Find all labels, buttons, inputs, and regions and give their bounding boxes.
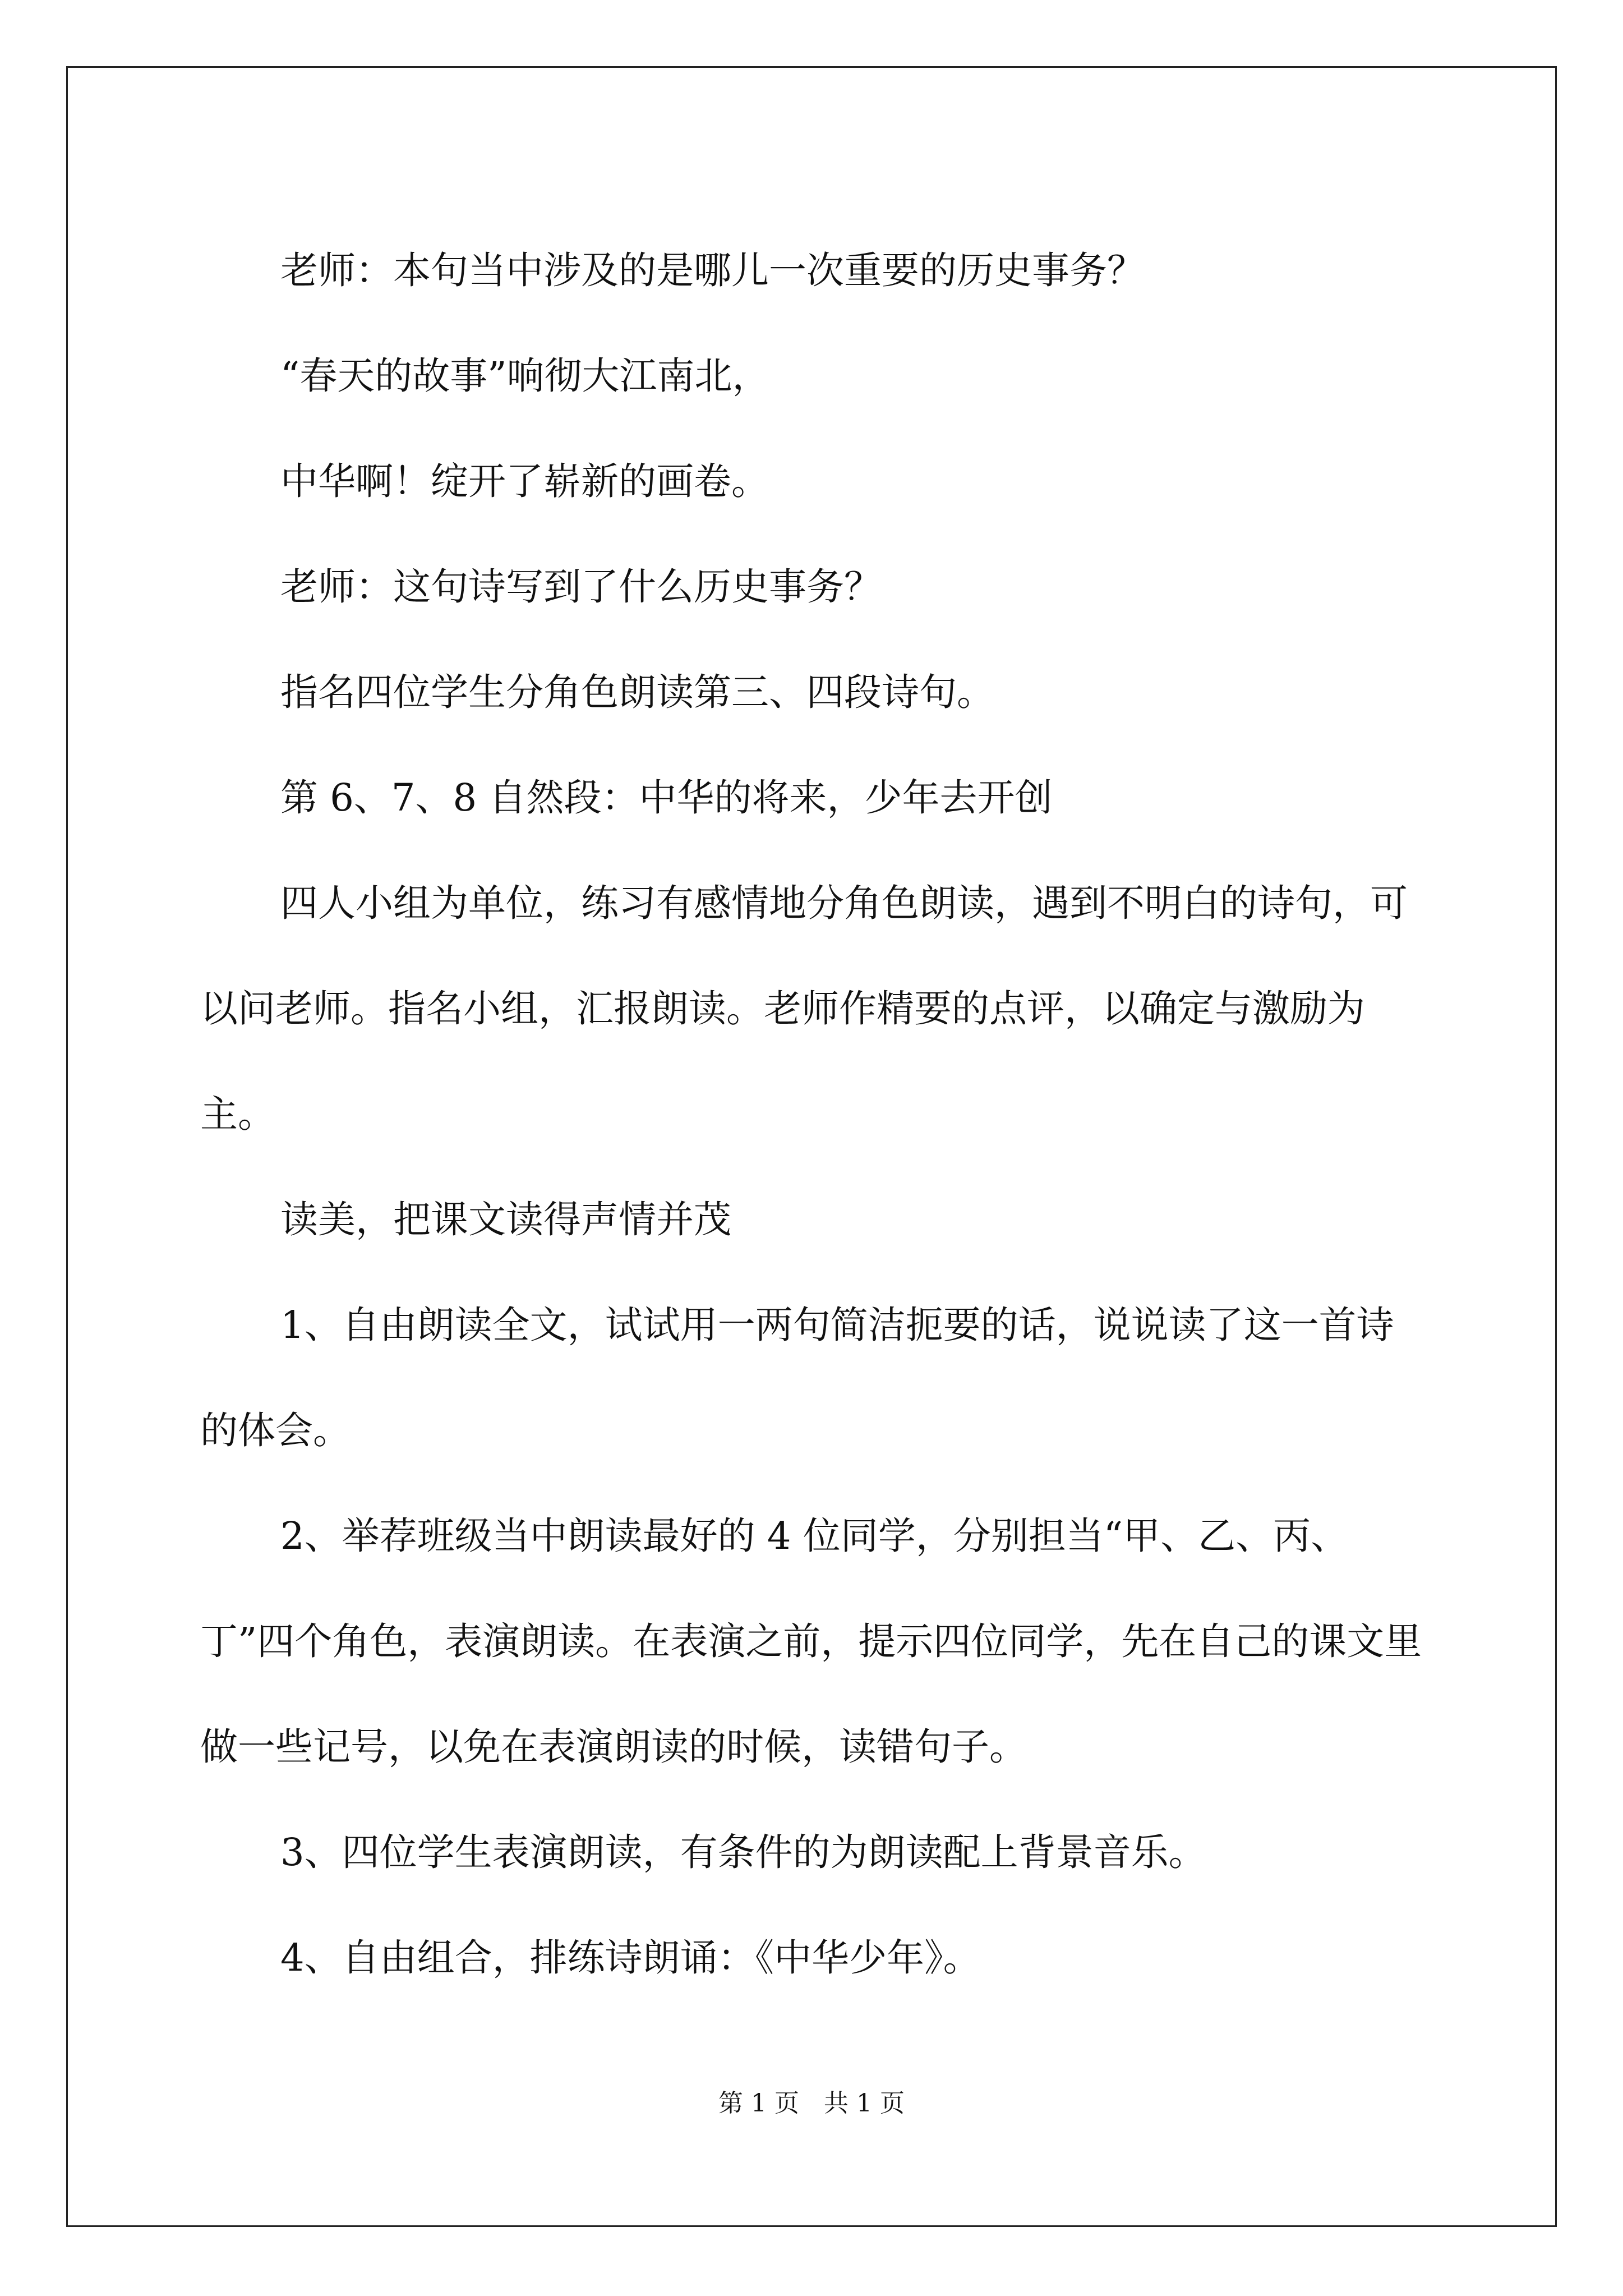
paragraph-step-2: 2、举荐班级当中朗读最好的 4 位同学，分别担当“甲、乙、丙、丁”四个角色，表演朗读。在表演之前，提示四位同学，先在自己的课文里做一些记号，以免在表演朗读的时候，读错句子。 — [200, 1514, 1422, 1769]
paragraph-teacher-question-1: 老师：本句当中涉及的是哪儿一次重要的历史事务？ — [280, 249, 1145, 292]
paragraph-poem-line-1: “春天的故事”响彻大江南北， — [280, 354, 770, 398]
paragraph-group-practice: 四人小组为单位，练习有感情地分角色朗读，遇到不明白的诗句，可以问老师。指名小组，汇报朗读。老师作精要的点评，以确定与激励为主。 — [200, 881, 1408, 1136]
paragraph-teacher-question-2: 老师：这句诗写到了什么历史事务？ — [280, 565, 882, 609]
paragraph-section-heading: 第 6、7、8 自然段：中华的将来，少年去开创 — [280, 776, 1053, 820]
paragraph-step-1: 1、自由朗读全文，试试用一两句简洁扼要的话，说说读了这一首诗的体会。 — [200, 1303, 1394, 1452]
paragraph-step-3: 3、四位学生表演朗读，有条件的为朗读配上背景音乐。 — [280, 1830, 1206, 1874]
paragraph-poem-line-2: 中华啊！绽开了崭新的画卷。 — [280, 459, 769, 503]
paragraph-read-beautifully: 读美，把课文读得声情并茂 — [280, 1198, 731, 1241]
paragraph-role-reading: 指名四位学生分角色朗读第三、四段诗句。 — [280, 670, 994, 714]
page-footer: 第 1 页 共 1 页 — [718, 2089, 905, 2118]
paragraph-step-4: 4、自由组合，排练诗朗诵：《中华少年》。 — [280, 1936, 981, 1980]
document-body — [200, 218, 1423, 2010]
